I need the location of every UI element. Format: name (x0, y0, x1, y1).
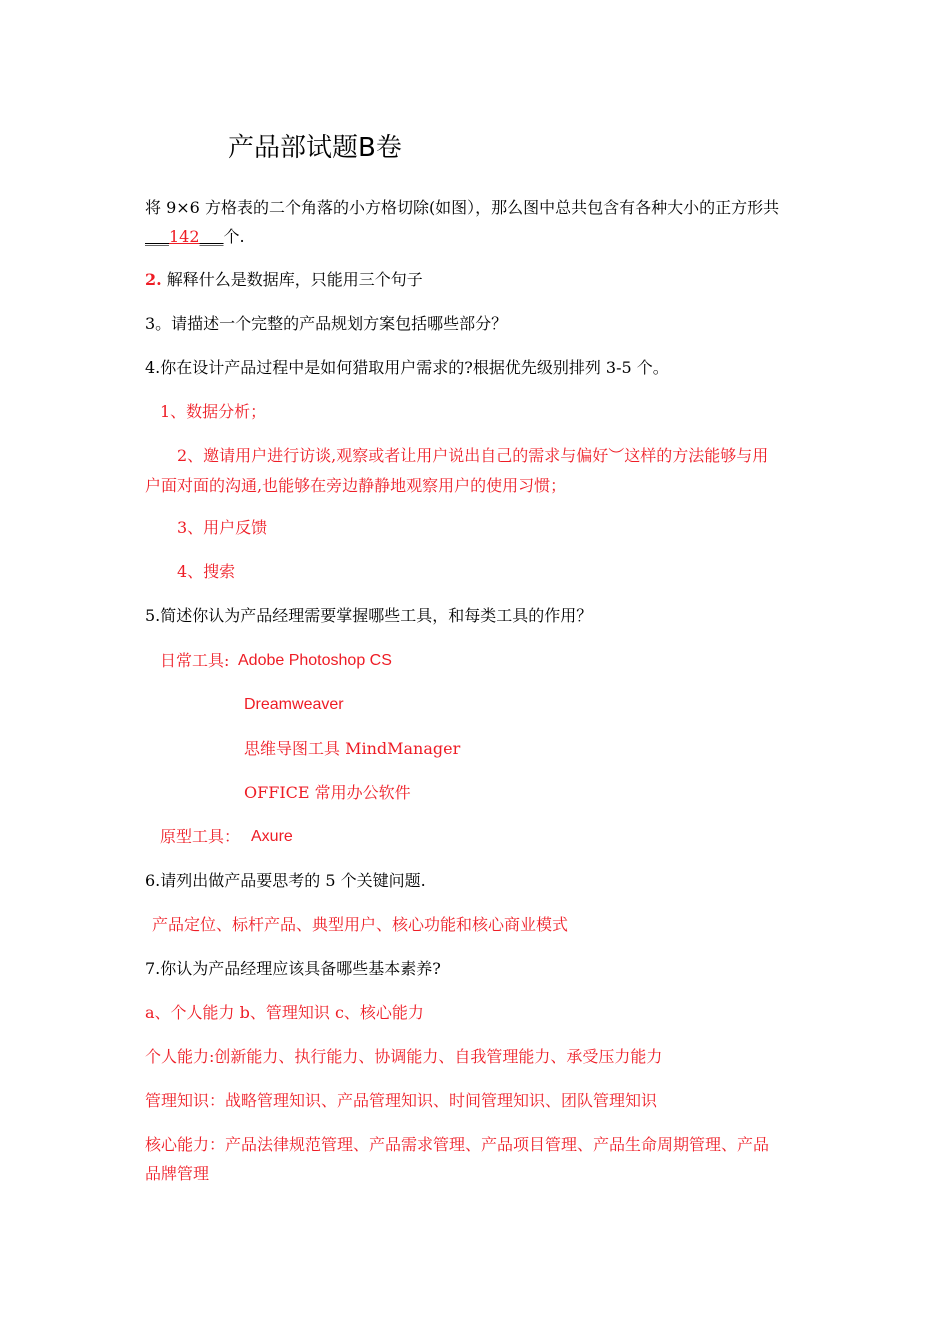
question-7-answer-1: a、个人能力 b、管理知识 c、核心能力 (145, 1003, 424, 1022)
question-7-answer-2: 个人能力:创新能力、执行能力、协调能力、自我管理能力、承受压力能力 (145, 1047, 663, 1066)
page-title: 产品部试题B卷 (228, 133, 402, 163)
daily-tool-1: Adobe Photoshop CS (238, 652, 392, 669)
question-4-answer-4: 4、搜索 (177, 562, 236, 581)
question-3-text: 3。请描述一个完整的产品规划方案包括哪些部分？ (145, 314, 508, 333)
question-1-answer-line (145, 223, 245, 251)
blank-underline-post: ___ (199, 227, 224, 246)
prototype-tools-label: 原型工具： (160, 827, 241, 846)
question-1-answer: 142 (169, 227, 200, 246)
question-4-answer-2-cont: 户面对面的沟通,也能够在旁边静静地观察用户的使用习惯； (145, 476, 567, 495)
question-5-text: 5.简述你认为产品经理需要掌握哪些工具，和每类工具的作用？ (145, 606, 593, 625)
question-6-answer: 产品定位、标杆产品、典型用户、核心功能和核心商业模式 (152, 915, 569, 934)
question-2-text: 解释什么是数据库，只能用三个句子 (161, 270, 423, 289)
question-2-number: 2. (145, 270, 162, 289)
blank-underline-pre: ___ (145, 227, 169, 246)
prototype-tool: Axure (251, 828, 293, 845)
daily-tool-2: Dreamweaver (244, 696, 344, 713)
question-1-suffix: 个. (223, 227, 245, 246)
question-4-answer-1: 1、数据分析； (160, 402, 267, 421)
question-7-answer-4-cont: 品牌管理 (145, 1164, 210, 1183)
daily-tool-4: OFFICE 常用办公软件 (244, 783, 411, 802)
question-4-text: 4.你在设计产品过程中是如何猎取用户需求的?根据优先级别排列 3-5 个。 (145, 358, 669, 377)
question-7-answer-3: 管理知识：战略管理知识、产品管理知识、时间管理知识、团队管理知识 (145, 1091, 658, 1110)
daily-tools-label: 日常工具: (160, 651, 230, 670)
question-2 (145, 266, 423, 294)
question-4-answer-3: 3、用户反馈 (177, 518, 268, 537)
question-4-answer-2: 2、邀请用户进行访谈,观察或者让用户说出自己的需求与偏好︶这样的方法能够与用 (177, 446, 769, 465)
question-6-text: 6.请列出做产品要思考的 5 个关键问题. (145, 871, 426, 890)
question-7-text: 7.你认为产品经理应该具备哪些基本素养? (145, 959, 441, 978)
question-7-answer-4: 核心能力：产品法律规范管理、产品需求管理、产品项目管理、产品生命周期管理、产品 (145, 1135, 770, 1154)
question-1-text: 将 9×6 方格表的二个角落的小方格切除(如图），那么图中总共包含有各种大小的正方形共 (145, 198, 780, 217)
daily-tool-3: 思维导图工具 MindManager (244, 739, 461, 758)
